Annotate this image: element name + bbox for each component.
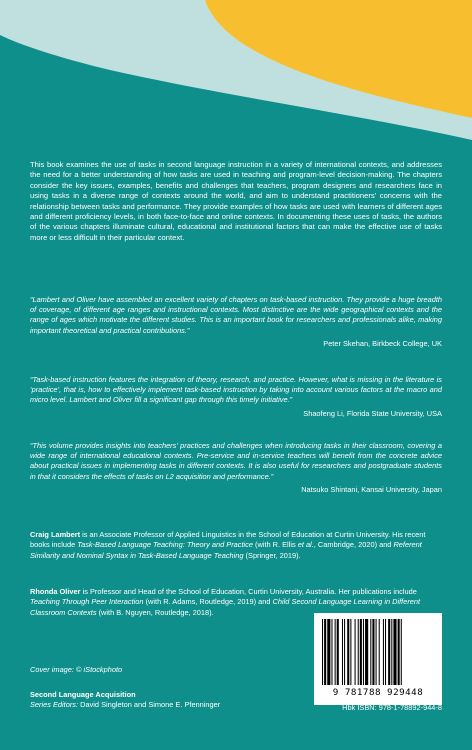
- bio-text: (with B. Nguyen, Routledge, 2018).: [96, 607, 214, 617]
- bio-text: (Springer, 2019).: [243, 550, 301, 560]
- book-title: Teaching Through Peer Interaction: [30, 597, 144, 607]
- barcode-bars: [320, 619, 436, 685]
- endorsement-text: “Task-based instruction features the integration of theory, research, and practice. However, what is missing in the literature is ‘practice’, that is, how to effectively implement task-based instruction by taking into account various factors at the macro and micro level. Lambert and Oliver fill a significant gap through this timely initiative.”: [30, 375, 442, 405]
- author-bio-lambert: [30, 530, 442, 561]
- endorsement-attribution: Natsuko Shintani, Kansai University, Japan: [301, 484, 442, 494]
- endorsement-text: “This volume provides insights into teachers’ practices and challenges when introducing tasks in their classroom, covering a wide range of international educational contexts. Pre-service and in-service teachers will benefit from the concrete advice about practical issues in implementing tasks in different contexts. It is also useful for researchers and postgraduate students in that it considers the effects of tasks on L2 acquisition and performance.”: [30, 441, 442, 481]
- endorsement-attribution: Shaofeng Li, Florida State University, USA: [303, 408, 442, 418]
- book-description: This book examines the use of tasks in second language instruction in a variety of international contexts, and addresses the need for a better understanding of how tasks are used in teaching and program-level decision-making. The chapters consider the key issues, examples, benefits and challenges that teachers, program designers and researchers face in using tasks in a diverse range of contexts around the world, and aim to understand practitioners' concerns with the relationship between tasks and performance. They provide examples of how tasks are used with learners of different ages and different proficiency levels, in both face-to-face and online contexts. In documenting these uses of tasks, the authors of the various chapters illuminate cultural, educational and institutional factors that can make the effective use of tasks more or less difficult in their particular context.: [30, 160, 442, 242]
- bio-text: et al.: [297, 540, 314, 550]
- book-title: Task-Based Language Teaching: Theory and Practice: [77, 540, 253, 550]
- author-name: Craig Lambert: [30, 530, 81, 539]
- bio-text: is an Associate Professor of Applied Linguistics in the School of Education at Curtin University. His recent books include: [30, 530, 426, 550]
- series-editors: David Singleton and Simone E. Pfenninger: [78, 700, 221, 710]
- decorative-swoosh: [0, 0, 472, 140]
- bio-text: (with R. Ellis: [252, 540, 298, 550]
- isbn-text: Hbk ISBN: 978-1-78892-944-8: [342, 703, 442, 712]
- series-title: Second Language Acquisition: [30, 690, 136, 699]
- book-title: Referent Similarity and Nominal Syntax in Task-Based Language Teaching: [30, 540, 422, 560]
- endorsement-attribution: Peter Skehan, Birkbeck College, UK: [323, 338, 442, 348]
- bio-text: (with R. Adams, Routledge, 2019) and: [143, 597, 273, 607]
- series-editors-label: Series Editors:: [30, 700, 79, 710]
- isbn-barcode: [314, 613, 442, 705]
- barcode-number: 9 781788 929448: [332, 687, 424, 698]
- bio-text: is Professor and Head of the School of Education, Curtin University, Australia. Her publications include: [80, 587, 417, 596]
- cover-image-credit: Cover image: © iStockphoto: [30, 665, 123, 674]
- endorsement-shintani: [30, 441, 442, 495]
- endorsement-text: “Lambert and Oliver have assembled an excellent variety of chapters on task-based instruction. They provide a huge breadth of coverage, of different age ranges and instructional contexts. Most distinctive are the wide geographical contexts and the range of ages which motivate the different studies. This is an important book for researchers and professionals alike, making important theoretical and practical contributions.”: [30, 295, 442, 335]
- bio-text: , Cambridge, 2020) and: [313, 540, 394, 550]
- endorsement-skehan: [30, 295, 442, 349]
- endorsement-li: [30, 375, 442, 419]
- book-title: Child Second Language Learning in Different Classroom Contexts: [30, 597, 421, 617]
- author-name: Rhonda Oliver: [30, 587, 81, 596]
- series-info: [30, 690, 220, 711]
